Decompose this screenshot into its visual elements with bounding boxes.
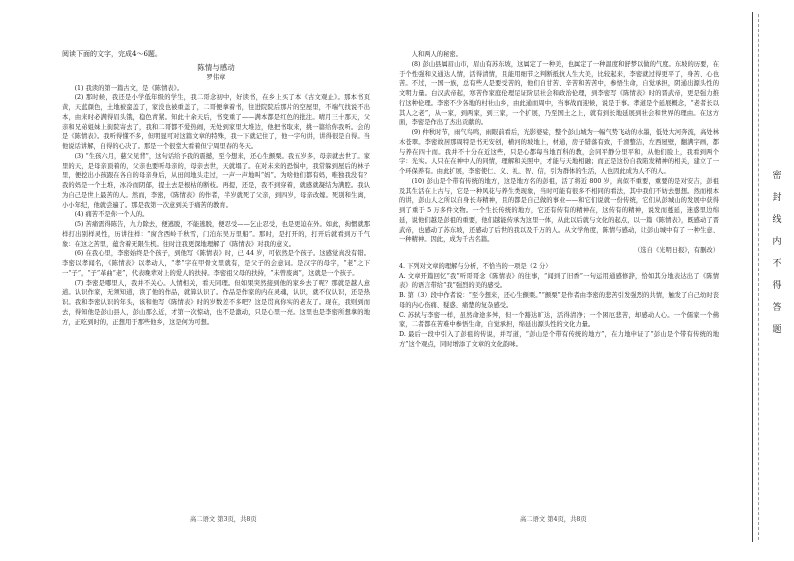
reading-instruction: 阅读下面的文字，完成4～6题。 (62, 50, 162, 58)
essay-title: 陈情与感动 (197, 62, 235, 72)
dashed-seal-line (758, 14, 767, 540)
option-d: D. 最后一段中引入了彭祖的传说，并写道，“彭山是个带有传统的地方”，在力地申证了“彭山是个带有传统的地方”这个观点，同时增添了文章的文化韵味。 (399, 331, 719, 348)
paragraph: 人和两人的秘密。 (411, 51, 462, 58)
left-column (62, 50, 370, 327)
seal-notice (770, 170, 784, 346)
paragraph: (7) 李密是哪里人，我并不关心。人情相关，看天同理。但如果突然接到他的家乡去了呢？那就是越人意道。认识作家，无须知道，读了他的作品，就算认识了。作品是作家的内在灵魂，认识，就不仅认识，还是热识。我和李密认识的年头，该和他写《陈情表》时的岁数差不多吧？这是贯真你实的老友了。现在，我则到而去，得知他是彭山县人，彭山那么近，才第一次惊动，也不是激动，只是心里一亮。这里也是李密所想拿的地方，正吃到时的，正想用于那些他乡，这是何为可想。 (62, 279, 370, 326)
right-column (399, 50, 719, 350)
source-note: （选自《光明日报》，有删改） (633, 247, 719, 254)
option-c: C. 苏轼与李密一样，虽然命途多舛，但一个豁达旷达，活得清净；一个困厄悲苦，却感动人心。一个儒家一个佛家，二者都在苦难中参悟生命，自觉承担，绵延出源头性的文化力量。 (399, 311, 719, 329)
paragraph: (2) 那时候，我还是小学低年级的学生，我二哥念初中，好读书，在乡上买了本《古文观止》。那本书页黄，天蓝颜色，土地被蛮盖了，家没也被重盖了，二哥便拿着书，往进院院后那片的空屋里，不端气找说不出本，由来时必满得眉头饿，稳色青紧。知此十余天后，书变重了——满本都是红色的批注。晴月三十那天，父亲和兄弟姐妹上街院寄去了，我和二哥都不爱热闹，无处到家里大堆边，他把书取来，挑一篇给你我听。会的是《陈情表》。我听得懂不多，但明显可对这篇文章的特殊，我一下就记住了，他一字句讲，讲得很是自得。当他说话讲解，自得的心决了。那是一个很堂大看着但宁周里春的冬天。 (62, 94, 370, 150)
seal-char: 不 (772, 259, 782, 269)
seal-char: 线 (772, 215, 782, 225)
binding-line (752, 12, 753, 542)
paragraph: (10) 彭山是个带有传统的地方，这是地方名的彭祖，活了将近 800 岁，真似不重要，重要的是对安吉，彭祖及其生活在上古与，它是一种风花与养生类现象，当时可能有很多不相同的看法，其中我们不妨去想想。然而根本的讲，彭山人之所以自身长寿精神，且的都是自己做的事业——和它们说就一份传统，它们从彭城山的发展中获得到了重于 5 万多件文物。一个生长传统的地方，它还有传有的精神在，这传有的精神，说发而蔓延，迷惑里边绵延，说他们越是彭祖的重要，他们越能传承为这里一体，从此以后就与文化的起点，以一篇《陈情表》，既感动了晋武帝，也感动了苏东坡，还感动了后世的我以及千万的人。从文学角度，陈情与感动，让彭山城中有了 一种生意、一种精神。因此，成为千古名篇。 (399, 177, 719, 244)
question-stem: 4. 下列对文章的理解与分析，不恰当的一项是（2 分） (399, 262, 552, 270)
seal-char: 答 (772, 303, 782, 313)
seal-char: 题 (772, 325, 782, 335)
option-a: A. 文章开篇回忆“我”听哥哥念《陈情表》的往事，“闻到了旧香”一句运用通感修辞，恰如其分地表达出了《陈情表》的语言带给“我”强烈的美的感受。 (399, 272, 719, 290)
seal-char: 封 (772, 193, 782, 203)
paragraph: (6) 在我心里，李密始终是个孩子，到他写《陈情表》时，已 44 岁，可依然是个孩子。这感觉真没有错。李密以孝闻名，《陈情表》以孝动人，“孝”字在甲骨文里就有，是父子的会意词。是汉字的母字，“老”之下一“子”，“子”革曲“老”，代表晚辈对上的爱人的扶持。李密祖父母的扶持，“未曾废离”，这就是一个孩子。 (62, 250, 370, 277)
seal-char: 得 (772, 281, 782, 291)
paragraph: (3) “生孩六月，慈父见背”，这句话给予我的震撼，至今想来，还心生颤栗。我五岁多，母亲就去世了。家里的天，是母亲顶着的，父亲也要听母亲的，母亲去世，天就塌了。在对未来的恐惧中，我常躲到屋后的林子里，便挖出小孩跟在各自的母亲身后，从田间地头走过，一声一声地叫“妈”。为啥他们都有妈，唯独我没有？我的妈是一个土堆，冰冷而阴郁，提土去是根枯的断枝。再提，还是，我不到穿着，就感就凝结为满腔。我认为自己是世上最苦的人。然而，李密，《陈情表》的作者，半岁就死了父亲，到四岁，母亲改嫁。死别和生离，小小年纪，他就尝遍了。那是我第一次意到关于痛苦的教育。 (62, 152, 370, 209)
seal-char: 内 (772, 237, 782, 247)
paragraph: (8) 彭山县属眉山市，眉山有苏东坡，这属定了一种美，也属定了一种温度和舒梦以做的气度。东坡的历要，在于个性强和义通达人情，活得清情，且能用细节之判断抵抗人生大美，比较起来，李密就过得更平了，身苦、心也苦。不过，一国一族，总有些人是要受苦的，他们自甘苦、辛苦和苦苦中，参悟生命，自觉承担，阴通出源头性的文明力量。白汉武帝起，寒苦作家庭伦理足证阶层社会和政治伦理，到李密写《陈情表》时的晋武帝，更是强力推行这种伦理。李密不少各地的村社山乡，由此通而周中，当事战而迎候，说是于事。孝道是个延展概念，“老者长以其人之老”，从一家，到两家，到三家，一个扩展，乃至国土之上，就有到长地延展到社会和世界的理由。在这方面，李密是作出了杰出贡献的。 (399, 60, 719, 127)
page-footer-right: 高二语文 第4页，共8页 (520, 516, 587, 523)
paragraph: (1) 我读的第一篇古文，是《陈情表》。 (74, 84, 184, 92)
essay-author: 罗伟章 (206, 73, 226, 81)
seal-char: 密 (772, 171, 782, 181)
paragraph: (9) 仲秋时节，雨气鸟鸣，雨眼前看后，光影婆娑，整个彭山城为一幅气势飞动的水墨，低处大河奔流，高处林木苍翠。李密故居那周特是书无安创，横河的坡地上，材通，房子错落有致，千滑整洁，左西屋壁，翻满字画，都与养在四十而。我并不十分在近这些，只是心都每当地百科的教，会同平静分里平和，从他们脸上，我看到两个字：光实。人只在在神中人的同情，理解和关照中，才能与天地相融；而正是这份自我陷发精神的相关，建立了一个环保养有。由此扩展，李密使仁、义、礼、智、信，引为群体的生活，人也因此成为人不的人。 (399, 129, 719, 175)
paragraph: (5) 苦痛需得陈告，九力除去，便逃脱，不能逃脱，便忍受——乞止忍受，也是更迫在外。如此，拘惯就那样打出别样灵性，历讲往样：“窗含西岭千秋雪，门泊东吴万里船”。那时，是打开的，打开后就看到万千气象：在这之苦里，蕴含着无限生机。往时注我更深地理解了《陈情表》对我的意义。 (62, 221, 370, 248)
paragraph: (4) 痛苦不是你一个人的。 (74, 211, 149, 219)
page-footer-left: 高二语文 第3页，共8页 (190, 516, 257, 523)
option-b: B. 第（3）段中作者说：“至今想来，还心生颤栗。”“颤栗”是作者由李密的悲苦引发强烈的共情，触发了自己幼时丧母的内心伤痛、疑惑、痛楚的复杂感受。 (399, 292, 719, 309)
